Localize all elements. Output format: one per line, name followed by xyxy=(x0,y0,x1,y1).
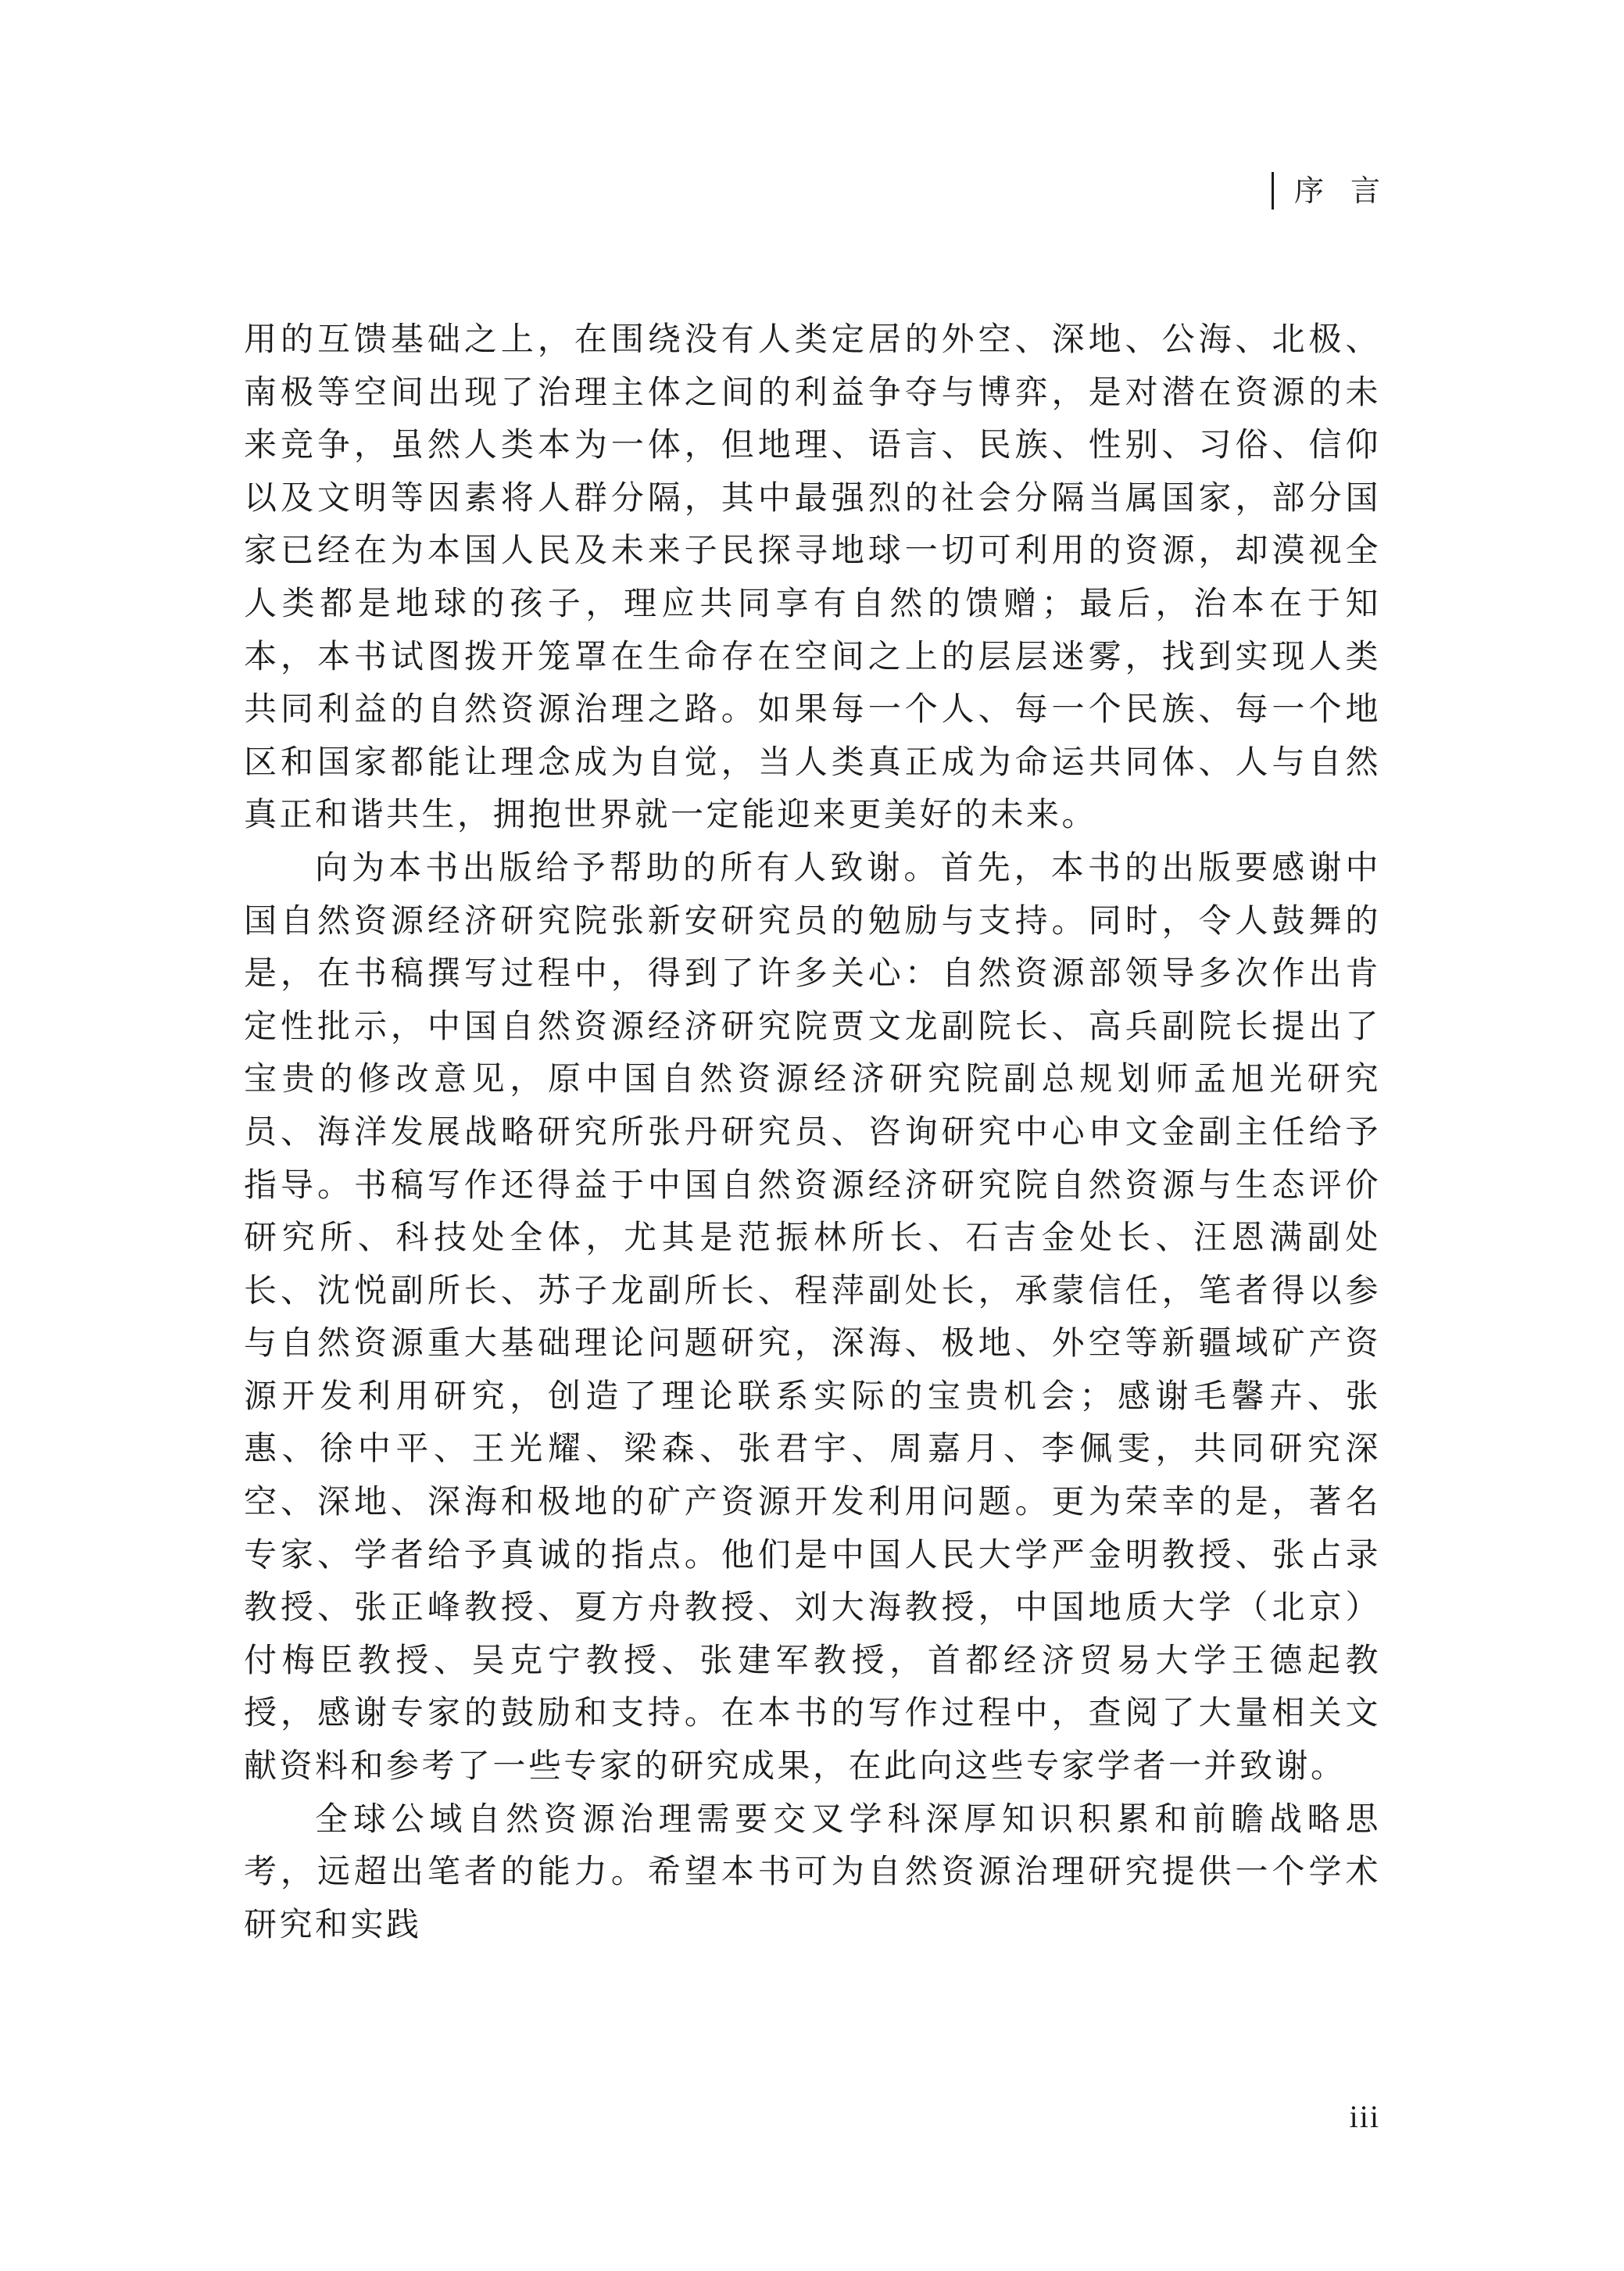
paragraph-acknowledgements: 向为本书出版给予帮助的所有人致谢。首先，本书的出版要感谢中国自然资源经济研究院张新安研究员的勉励与支持。同时，令人鼓舞的是，在书稿撰写过程中，得到了许多关心：自然资源部领导多次作出肯定性批示，中国自然资源经济研究院贾文龙副院长、高兵副院长提出了宝贵的修改意见，原中国自然资源经济研究院副总规划师孟旭光研究员、海洋发展战略研究所张丹研究员、咨询研究中心申文金副主任给予指导。书稿写作还得益于中国自然资源经济研究院自然资源与生态评价研究所、科技处全体，尤其是范振林所长、石吉金处长、汪恩满副处长、沈悦副所长、苏子龙副所长、程萍副处长，承蒙信任，笔者得以参与自然资源重大基础理论问题研究，深海、极地、外空等新疆域矿产资源开发利用研究，创造了理论联系实际的宝贵机会；感谢毛馨卉、张惠、徐中平、王光耀、梁森、张君宇、周嘉月、李佩雯，共同研究深空、深地、深海和极地的矿产资源开发利用问题。更为荣幸的是，著名专家、学者给予真诚的指点。他们是中国人民大学严金明教授、张占录教授、张正峰教授、夏方舟教授、刘大海教授，中国地质大学（北京）付梅臣教授、吴克宁教授、张建军教授，首都经济贸易大学王德起教授，感谢专家的鼓励和支持。在本书的写作过程中，查阅了大量相关文献资料和参考了一些专家的研究成果，在此向这些专家学者一并致谢。 xyxy=(244,847,1381,1786)
body-text xyxy=(244,313,1381,1950)
section-title: 序言 xyxy=(1293,174,1407,208)
paragraph-continuation: 用的互馈基础之上，在围绕没有人类定居的外空、深地、公海、北极、南极等空间出现了治理主体之间的利益争夺与博弈，是对潜在资源的未来竞争，虽然人类本为一体，但地理、语言、民族、性别、习俗、信仰以及文明等因素将人群分隔，其中最强烈的社会分隔当属国家，部分国家已经在为本国人民及未来子民探寻地球一切可利用的资源，却漠视全人类都是地球的孩子，理应共同享有自然的馈赠；最后，治本在于知本，本书试图拨开笼罩在生命存在空间之上的层层迷雾，找到实现人类共同利益的自然资源治理之路。如果每一个人、每一个民族、每一个地区和国家都能让理念成为自觉，当人类真正成为命运共同体、人与自然真正和谐共生，拥抱世界就一定能迎来更美好的未来。 xyxy=(244,320,1381,834)
running-header xyxy=(1272,169,1407,213)
paragraph-closing: 全球公域自然资源治理需要交叉学科深厚知识积累和前瞻战略思考，远超出笔者的能力。希望本书可为自然资源治理研究提供一个学术研究和实践 xyxy=(244,1799,1381,1943)
page-number: iii xyxy=(1349,2099,1380,2134)
header-divider xyxy=(1272,172,1274,210)
